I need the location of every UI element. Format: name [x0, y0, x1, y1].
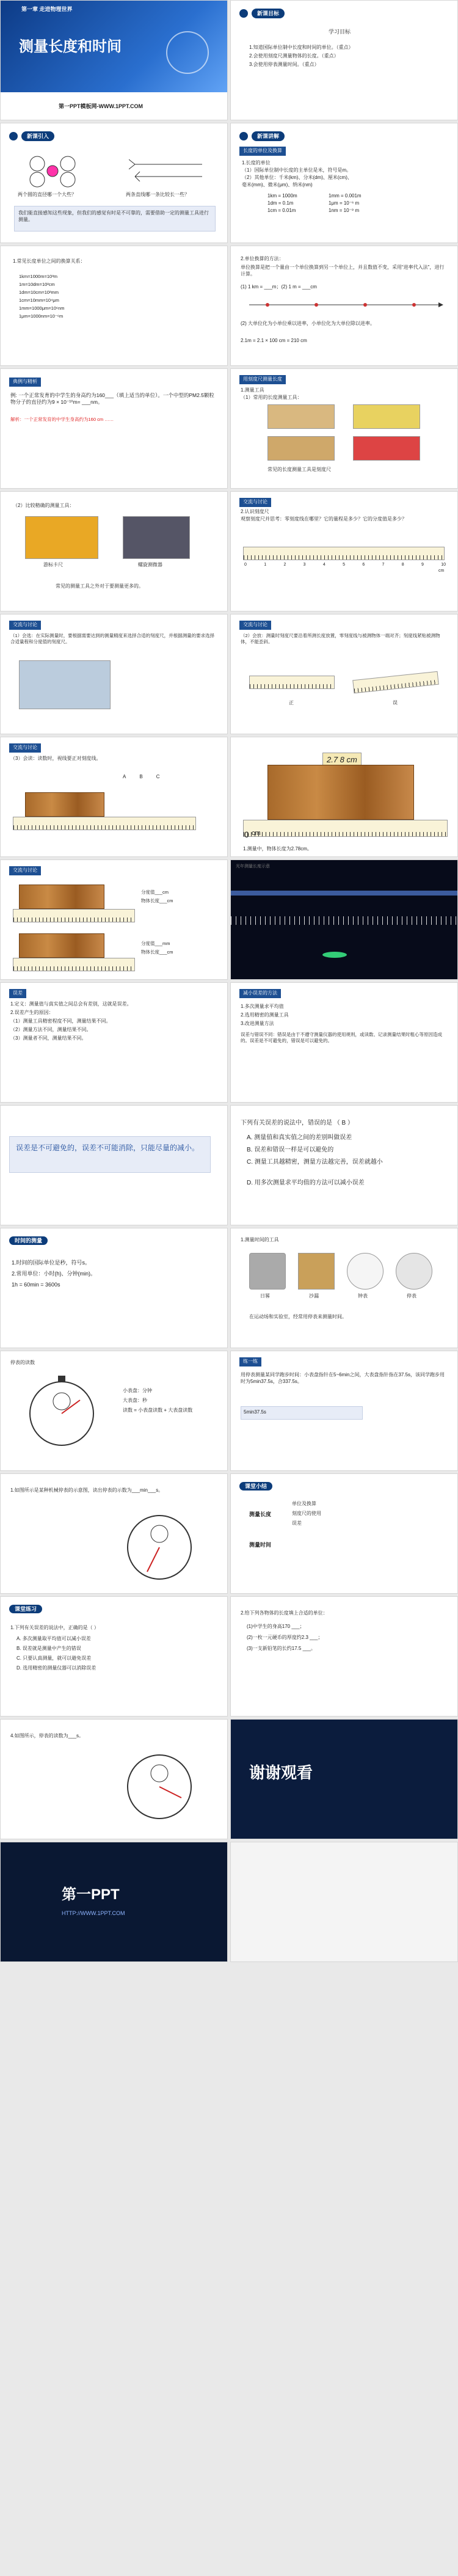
body-text: （3）会读：读数时，视线要正对刻度线。 [10, 756, 101, 761]
line-3: 3.改进测量方法 [241, 1021, 274, 1026]
cover-title: 测量长度和时间 [19, 38, 122, 55]
line-1: 1.定义：测量值与真实值之间总会有差别，这就是误差。 [10, 1001, 132, 1007]
conv-1: 1km = 1000m [267, 193, 297, 199]
option-a[interactable]: A. 测量值和真实值之间的差别叫做误差 [247, 1134, 352, 1141]
slide-11[interactable] [0, 614, 228, 734]
section-pill: 长度的单位及换算 [239, 147, 286, 156]
highlight-text: 误差是不可避免的，误差不可能消除，只能尽量的减小。 [16, 1144, 200, 1152]
rulers-photo [19, 660, 111, 709]
conv-5: 1μm = 10⁻⁶ m [329, 200, 360, 206]
line-3: （2）其他单位：千米(km)、分米(dm)、厘米(cm)、 [242, 175, 352, 180]
wood-block-top [19, 885, 104, 909]
tick-label: 7 [382, 563, 385, 567]
tick-label: 3 [303, 563, 306, 567]
question-left: 两个圆的直径哪一个大些？ [18, 192, 76, 197]
option-b[interactable]: B. 误差和错误一样是可以避免的 [247, 1147, 334, 1153]
brand-url[interactable]: HTTP://WWW.1PPT.COM [62, 1910, 125, 1916]
caption: （2）比较精确的测量工具： [13, 503, 75, 508]
tick-label: 1 [264, 563, 267, 567]
section-badge: 交流与讨论 [239, 621, 271, 630]
section-badge: 课堂小结 [239, 1482, 272, 1491]
question-text: 2.给下列各物体的长度填上合适的单位： [241, 1610, 328, 1616]
line-3: 读数 = 小表盘读数 + 大表盘读数 [123, 1407, 193, 1413]
caption: 1.测量时间的工具 [241, 1237, 279, 1242]
line-2: 2.误差产生的原因： [10, 1010, 54, 1015]
unit-label: cm [252, 830, 261, 837]
slide-7[interactable] [0, 368, 228, 489]
caption-2: （1）常用的长度测量工具： [241, 395, 302, 400]
bottom-text-1: 分度值___mm [141, 941, 170, 946]
badge-dot-icon [239, 132, 248, 140]
label-correct: 正 [289, 700, 294, 706]
answer-panel [241, 1406, 363, 1420]
slide-6[interactable] [230, 246, 458, 366]
wood-block [267, 765, 414, 820]
circles-illusion-icon [19, 153, 86, 189]
slide-10[interactable] [230, 491, 458, 611]
pair-5: 1mm=1000μm=10⁶nm [19, 305, 65, 311]
eye-labels [123, 774, 159, 781]
slide-20[interactable] [230, 1105, 458, 1225]
ruler-scale [13, 817, 196, 830]
ruler-scale [243, 820, 448, 837]
slide-22[interactable] [230, 1228, 458, 1348]
stopwatch-icon [123, 1511, 196, 1584]
option-c[interactable]: C. 只要认真测量，就可以避免误差 [16, 1655, 92, 1661]
slide-label: 光年测量长度示意 [236, 864, 270, 869]
stopwatch-image [396, 1253, 432, 1290]
line-1: 小表盘：分钟 [123, 1388, 152, 1393]
conv-2: 1dm = 0.1m [267, 200, 294, 206]
line-3: (3)一支新铅笔的长约17.5 ___。 [247, 1646, 316, 1651]
section-badge: 新课引入 [21, 131, 54, 141]
tree-node-2: 刻度尺的使用 [292, 1511, 321, 1516]
ruler-scale [243, 547, 445, 560]
goal-2: 2.会使用刻度尺测量物体的长度。（重点） [249, 53, 339, 59]
section-badge: 减小误差的方法 [239, 989, 281, 998]
tick-label: 0 [244, 563, 247, 567]
section-badge: 练一练 [239, 1357, 261, 1366]
conv-6: 1nm = 10⁻⁹ m [329, 208, 360, 213]
section-badge: 新课目标 [252, 9, 285, 18]
tick-label: 4 [322, 563, 325, 567]
section-badge: 新课讲解 [252, 131, 285, 141]
section-badge: 课堂练习 [9, 1605, 42, 1613]
slide-30[interactable] [230, 1719, 458, 1839]
body-text: 用停表测量某同学跑步时间：小表盘指针在5~6min之间，大表盘指针指在37.5s，该同学跑步用时为5min37.5s，合337.5s。 [241, 1372, 445, 1384]
slide-29[interactable] [0, 1719, 228, 1839]
question-text: 1.下列有关误差的说法中，正确的是（ ） [10, 1625, 99, 1630]
option-d[interactable]: D. 用多次测量求平均值的方法可以减小误差 [247, 1180, 365, 1186]
slide-3[interactable] [0, 123, 228, 243]
sundial-image [249, 1253, 286, 1290]
section-badge: 交流与讨论 [9, 621, 41, 630]
slide-26[interactable] [230, 1473, 458, 1594]
line-5: （3）测量者不同，测量结果不同。 [10, 1035, 87, 1041]
slide-8[interactable] [230, 368, 458, 489]
top-text-1: 分度值___cm [141, 889, 169, 895]
line-2: （1）国际单位制中长度的主单位是米，符号是m。 [242, 167, 352, 173]
tool-label-4: 停表 [407, 1293, 416, 1299]
question-text: 下列有关误差的说法中，错误的是 （ B ） [241, 1120, 354, 1126]
slide-23[interactable] [0, 1351, 228, 1471]
section-badge: 交流与讨论 [9, 866, 41, 875]
meter-stick-image [353, 436, 420, 461]
body-text: 单位换算是把一个量由一个单位换算到另一个单位上，并且数值不变，采用“进率代入法”，进行计算。 [241, 265, 445, 277]
intro-text: 1.常见长度单位之间的换算关系： [13, 258, 85, 264]
goal-3: 3.会使用停表测量时间。（重点） [249, 62, 319, 67]
tip-text: (2) 大单位化为小单位乘以进率，小单位化为大单位除以进率。 [241, 321, 375, 326]
slide-19[interactable] [0, 1105, 228, 1225]
micrometer-image [123, 516, 190, 559]
caption: 2.认识刻度尺 [241, 509, 269, 514]
slide-1[interactable] [0, 0, 228, 120]
eye-label-a: A [123, 774, 126, 779]
tick-label: 5 [343, 563, 345, 567]
slide-14[interactable] [230, 737, 458, 857]
answer-text: 5min37.5s [244, 1409, 266, 1415]
line-2: (2)一枚一元硬币的厚度约2.3 ___； [247, 1635, 323, 1640]
thanks-title: 谢谢观看 [249, 1764, 313, 1782]
tool-label-2: 螺旋测微器 [138, 562, 162, 567]
ruler-wrong [352, 671, 439, 694]
readout-box: 2.7 8 cm [322, 753, 362, 767]
highlight-panel [9, 1136, 211, 1173]
slide-18[interactable] [230, 982, 458, 1103]
tree-node-3: 误差 [292, 1520, 302, 1526]
badge-dot-icon [239, 9, 248, 18]
tick-label: 2 [283, 563, 286, 567]
line-2: 大表盘：秒 [123, 1398, 147, 1403]
example-badge: 典例与精析 [9, 378, 41, 387]
slide-4[interactable] [230, 123, 458, 243]
example-text: (1) 1 km = ___m；(2) 1 m = ___cm [241, 284, 317, 290]
option-d[interactable]: D. 选用精密的测量仪器可以消除误差 [16, 1665, 96, 1671]
pair-2: 1m=10dm=10²cm [19, 282, 55, 287]
option-c[interactable]: C. 测量工具越精密，测量方法越完善，误差就越小 [247, 1159, 383, 1166]
ruler-top [13, 909, 135, 922]
calc-text: 2.1m = 2.1 × 100 cm = 210 cm [241, 338, 307, 343]
eye-label-c: C [156, 774, 160, 779]
goal-1: 1.知道国际单位制中长度和时间的单位。（重点） [249, 45, 354, 50]
slide-2[interactable] [230, 0, 458, 120]
slide-15[interactable] [0, 859, 228, 980]
unit-arrow-diagram [243, 294, 445, 316]
note-text: 常见的测量工具之外对于要测量更多的。 [56, 583, 144, 589]
intro-text: 2.单位换算的方法： [241, 256, 284, 261]
conv-4: 1mm = 0.001m [329, 193, 362, 199]
top-text-2: 物体长度___cm [141, 898, 173, 903]
tool-label-3: 钟表 [358, 1293, 368, 1299]
caption-1: 1.测量工具 [241, 387, 264, 393]
slide-31[interactable] [0, 1842, 228, 1962]
line-1: 1.长度的单位 [242, 160, 271, 166]
question-text: 例: 一个正常发育的中学生的身高约为160___（填上适当的单位）。一个中型的PM2.5颗粒物分子的直径约为9 × 10⁻¹⁰m= ___nm。 [10, 392, 214, 406]
section-badge: 交流与讨论 [239, 498, 271, 507]
slide-9[interactable] [0, 491, 228, 611]
scale-strip [231, 916, 458, 925]
chapter-tag: 第一章 走进物理世界 [21, 6, 73, 12]
vernier-caliper-image [25, 516, 98, 559]
goal-heading: 学习目标 [329, 29, 351, 35]
ruler-labels [244, 562, 446, 567]
slide-21[interactable] [0, 1228, 228, 1348]
question-text: 1.如图所示是某种机械停表的示意图，读出停表的示数为___min___s。 [10, 1487, 164, 1493]
tape-measure-image [353, 404, 420, 429]
tree-node-1: 单位及换算 [292, 1501, 316, 1506]
line-4: （2）测量方法不同，测量结果不同。 [10, 1027, 92, 1032]
tool-label-1: 日晷 [260, 1293, 270, 1299]
wood-block [25, 792, 104, 817]
pair-4: 1cm=10mm=10⁴μm [19, 297, 59, 303]
note-text: 常见的长度测量工具是刻度尺 [267, 467, 331, 472]
line-3: （1）测量工具精密程度不同，测量结果不同。 [10, 1018, 111, 1024]
slide-27[interactable] [0, 1596, 228, 1717]
ruler-image [267, 404, 335, 429]
cover-footer: 第一PPT模板网-WWW.1PPT.COM [59, 103, 143, 109]
caption: 停表的读数 [10, 1360, 35, 1365]
line-1: (1)中学生的身高170 ___； [247, 1624, 305, 1629]
option-a[interactable]: A. 多次测量取平均值可以减小误差 [16, 1636, 91, 1641]
note-text: 在运动场和实验室，经常用停表来测量时间。 [249, 1314, 347, 1319]
line-4: 误差与错误不同：错误是由于不遵守测量仪器的使用规则，或读数、记录测量结果时粗心等原因造成的。误差是不可避免的，错误是可以避免的。 [241, 1032, 442, 1044]
muller-lyer-icon [129, 157, 208, 181]
eye-label-b: B [139, 774, 143, 779]
tick-label: 8 [401, 563, 404, 567]
badge-dot-icon [9, 132, 18, 140]
line-1: 1.时间的国际单位是秒，符号s。 [12, 1260, 91, 1266]
glow-mark [322, 952, 347, 958]
light-strip [231, 891, 458, 896]
line-2: 2.选用精密的测量工具 [241, 1012, 289, 1018]
line-2: 2.常用单位：小时(h)、分钟(min)。 [12, 1271, 96, 1277]
unit-label: cm [438, 569, 445, 573]
line-1: 1.多次测量求平均值 [241, 1004, 284, 1009]
slide-25[interactable] [0, 1473, 228, 1594]
answer-text: 解析：一个正常发育的中学生身高约为160 cm …… [10, 417, 114, 422]
pair-1: 1km=1000m=10³m [19, 274, 57, 279]
clock-image [347, 1253, 383, 1290]
slide-5[interactable] [0, 246, 228, 366]
option-b[interactable]: B. 误差就是测量中产生的错误 [16, 1646, 81, 1651]
slide-12[interactable] [230, 614, 458, 734]
section-badge: 误差 [9, 989, 26, 998]
tick-label: 10 [441, 563, 446, 567]
line-4: 毫米(mm)、微米(μm)、纳米(nm) [242, 182, 313, 188]
bottom-text-2: 物体长度___cm [141, 949, 173, 955]
label-wrong: 误 [393, 700, 398, 706]
question-right: 两条直线哪一条比较长一些？ [126, 192, 189, 197]
question-text: 4.如图所示，停表的读数为___s。 [10, 1733, 84, 1739]
tick-label: 6 [362, 563, 365, 567]
slide-28[interactable] [230, 1596, 458, 1717]
note-panel [14, 206, 216, 232]
pair-6: 1μm=1000nm=10⁻⁶m [19, 313, 64, 319]
slide-17[interactable] [0, 982, 228, 1103]
note-text: 1.测量中，物体长度为2.78cm。 [243, 846, 312, 852]
zero-label: 0 [244, 830, 249, 839]
tree-root: 测量长度 [249, 1511, 272, 1517]
stopwatch-icon [123, 1750, 196, 1823]
dandelion-icon [166, 31, 209, 74]
tree-node-4: 测量时间 [249, 1542, 272, 1548]
body-text: （2）会放：测量时刻度尺要沿着所测长度放置，零刻度线与被测物体一端对齐；刻度线紧贴被测物体，不能歪斜。 [241, 633, 440, 645]
section-badge: 时间的测量 [9, 1236, 48, 1245]
pair-3: 1dm=10cm=10²mm [19, 290, 59, 295]
stopwatch-icon [25, 1376, 98, 1449]
note-text: 我们能直接感知这些现象，但我们的感觉有时是不可靠的，需要借助一定的测量工具进行测量。 [18, 210, 209, 222]
question-text: 观察刻度尺并思考：零刻度线在哪里？它的量程是多少？它的分度值是多少？ [241, 516, 407, 522]
hourglass-image [298, 1253, 335, 1290]
straight-ruler-image [267, 436, 335, 461]
slide-32[interactable] [230, 1842, 458, 1962]
body-text: （1）会选：在实际测量时，要根据需要达到的测量精度来选择合适的刻度尺，并根据测量的要求选择合适量程和分度值的刻度尺。 [10, 633, 215, 645]
slide-24[interactable] [230, 1351, 458, 1471]
section-badge: 用刻度尺测量长度 [239, 375, 286, 384]
wood-block-bottom [19, 933, 104, 958]
conv-3: 1cm = 0.01m [267, 208, 296, 213]
line-3: 1h = 60min = 3600s [12, 1282, 60, 1288]
ruler-bottom [13, 958, 135, 971]
brand-logo: 第一PPT [62, 1886, 120, 1903]
slide-16[interactable] [230, 859, 458, 980]
ruler-correct [249, 676, 335, 689]
tick-label: 9 [421, 563, 424, 567]
tool-label-2: 沙漏 [309, 1293, 319, 1299]
section-badge: 交流与讨论 [9, 743, 41, 753]
tool-label-1: 游标卡尺 [43, 562, 63, 567]
slide-13[interactable] [0, 737, 228, 857]
